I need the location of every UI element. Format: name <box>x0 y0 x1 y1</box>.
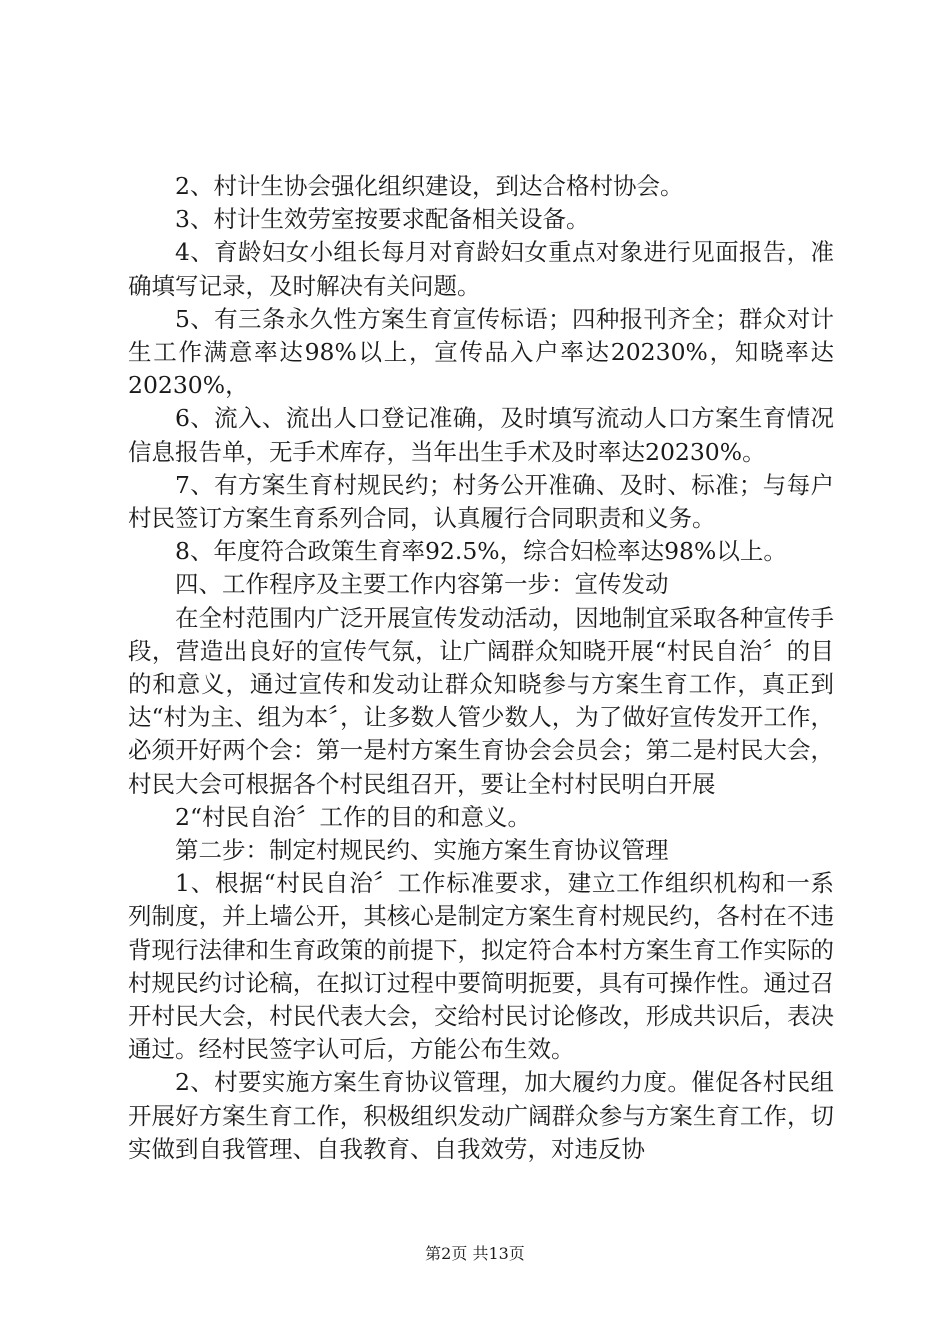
paragraph-item-7: 7、有方案生育村规民约；村务公开准确、及时、标准；与每户村民签订方案生育系列合同，认真履行合同职责和义务。 <box>128 470 834 533</box>
paragraph-item-4: 4、育龄妇女小组长每月对育龄妇女重点对象进行见面报告，准确填写记录，及时解决有关问题。 <box>128 238 834 300</box>
step-two-heading: 第二步：制定村规民约、实施方案生育协议管理 <box>175 836 669 865</box>
paragraph-step2-item-1: 1、根据“村民自治〞工作标准要求，建立工作组织机构和一系列制度，并上墙公开，其核心是制定方案生育村规民约，各村在不违背现行法律和生育政策的前提下，拟定符合本村方案生育工作实际的村规民约讨论稿，在拟订过程中要简明扼要，具有可操作性。通过召开村民大会，村民代表大会，交给村民讨论修改，形成共识后，表决通过。经村民签字认可后，方能公布生效。 <box>128 869 834 1064</box>
paragraph-item-3: 3、村计生效劳室按要求配备相关设备。 <box>175 205 590 234</box>
page-number-footer: 第2页 共13页 <box>425 1244 525 1263</box>
paragraph-item-8: 8、年度符合政策生育率92.5%，综合妇检率达98%以上。 <box>175 537 787 566</box>
paragraph-step2-item-2: 2、村要实施方案生育协议管理，加大履约力度。催促各村民组开展好方案生育工作，积极组织发动广阔群众参与方案生育工作，切实做到自我管理、自我教育、自我效劳，对违反协 <box>128 1068 834 1163</box>
paragraph-item-5: 5、有三条永久性方案生育宣传标语；四种报刊齐全；群众对计生工作满意率达98%以上，宣传品入户率达20230%，知晓率达20230%， <box>128 304 834 400</box>
paragraph-item-6: 6、流入、流出人口登记准确，及时填写流动人口方案生育情况信息报告单，无手术库存，当年出生手术及时率达20230%。 <box>128 404 834 466</box>
section-heading-procedure: 四、工作程序及主要工作内容第一步：宣传发动 <box>175 570 669 599</box>
paragraph-purpose: 2“村民自治〞工作的目的和意义。 <box>175 802 531 831</box>
document-body <box>128 170 834 1166</box>
paragraph-publicity: 在全村范围内广泛开展宣传发动活动，因地制宜采取各种宣传手段，营造出良好的宣传气氛，让广阔群众知晓开展“村民自治〞的目的和意义，通过宣传和发动让群众知晓参与方案生育工作，真正到达“村为主、组为本〞，让多数人管少数人，为了做好宣传发开工作，必须开好两个会：第一是村方案生育协会会员会；第二是村民大会，村民大会可根据各个村民组召开，要让全村村民明白开展 <box>128 603 834 798</box>
paragraph-item-2: 2、村计生协会强化组织建设，到达合格村协会。 <box>175 172 684 200</box>
